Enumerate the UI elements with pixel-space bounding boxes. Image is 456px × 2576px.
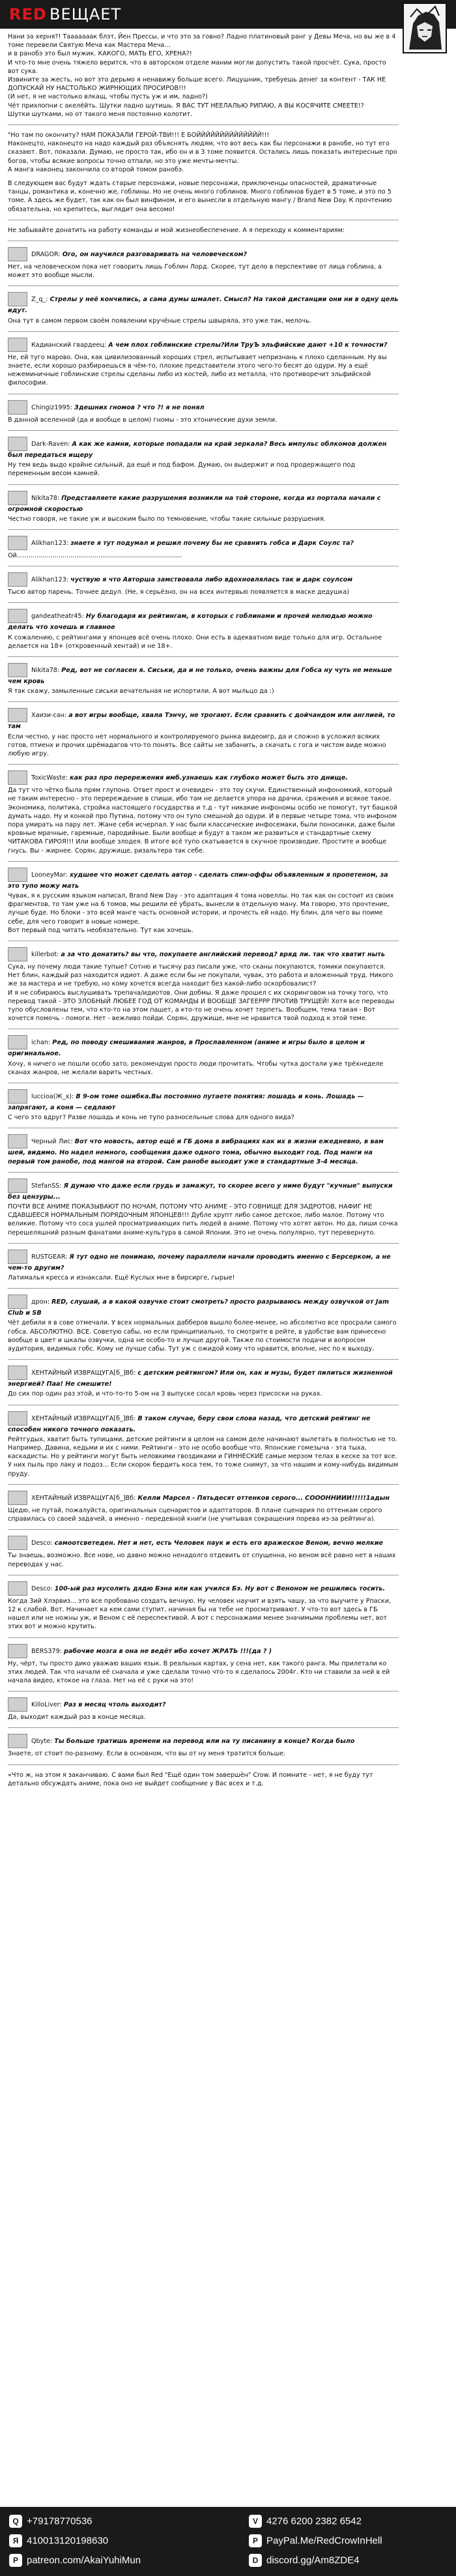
user-avatar xyxy=(8,1178,27,1193)
comment-question-line xyxy=(8,400,399,415)
divider xyxy=(8,1529,399,1530)
footer-phone-text: +79178770536 xyxy=(27,2515,93,2527)
comment-answer: Не, ей туго марово. Она, как цивилизованный хороших стрел, испытывает непризнань к плохо сделанным. Ну вы знаете, если хорошо разбираешься в чём-то, плохие представители этого чего-то бесят до одури. Ну а ещё нежеминичные гоблинские стрелы сделаны либо из костей, либо из металла, что противоречит эльфийской философии. xyxy=(8,353,389,387)
user-avatar xyxy=(8,663,27,677)
comment-block xyxy=(8,247,399,280)
comment-question: Ого, он научился разговаривать на человеческом? xyxy=(62,251,248,259)
comment-username: Dark-Raven xyxy=(31,440,68,448)
comment-question-line xyxy=(8,868,399,890)
comment-answer: К сожалению, с рейтингами у японцев всё очень плохо. Они есть в адекватном виде только для игр. Остальное делается на 18+ (откровенный хентай) и не 18+. xyxy=(8,634,384,650)
comment-question: В таком случае, беру свои слова назад, что детский рейтинг не способен никого точного показать. xyxy=(8,1414,371,1433)
username-separator: : xyxy=(65,774,70,782)
comment-block xyxy=(8,572,399,596)
user-avatar xyxy=(8,1581,27,1596)
comment-username: BERS379 xyxy=(31,1647,60,1655)
comment-username: Desco xyxy=(31,1540,51,1547)
comment-username: Черный Лис xyxy=(31,1138,71,1146)
footer-patreon[interactable] xyxy=(9,2554,141,2571)
comment-question-line xyxy=(8,437,399,460)
comment-block xyxy=(8,292,399,325)
username-separator: : xyxy=(65,871,70,879)
comment-username: Хаизи-сан xyxy=(31,712,64,720)
user-avatar xyxy=(8,1295,27,1309)
comment-question: Я тут одно не понимаю, почему параллели начали проводить именно с Берсерком, а не чем-то другим? xyxy=(8,1253,391,1272)
comment-answer: Она тут в самом первом своём появлении кручёные стрелы швыряла, это уже так, мелочь. xyxy=(8,317,311,325)
comment-question: с детским рейтингом? Или он, как и музы, будет пилиться жизненной энергией? Паа! Не смешите! xyxy=(8,1369,393,1388)
comment-question-line xyxy=(8,536,399,550)
comment-username: gandeatheatr45 xyxy=(31,613,82,621)
username-separator: : xyxy=(59,1647,64,1655)
comment-question-line xyxy=(8,1295,399,1317)
qiwi-icon: Q xyxy=(9,2515,22,2528)
comment-username: дрон xyxy=(31,1298,48,1306)
donation-footer xyxy=(0,2507,456,2576)
comment-username: Desco xyxy=(31,1585,51,1592)
comment-block xyxy=(8,663,399,695)
comment-question: Келли Марсел - Пятьдесят оттенков серого... СОООННИИИ!!!!!1адын xyxy=(137,1494,390,1502)
comment-question-line xyxy=(8,491,399,514)
comment-block xyxy=(8,338,399,388)
comment-question: Ред, вот не согласен я. Сиськи, да и не только, очень важны для Гобса ну чуть не меньше чем кровь xyxy=(8,666,392,685)
intro-paragraph-4: Не забывайте донатить на работу команды и мой жизнеобеспечение. А я переходу к комментариям: xyxy=(8,226,345,234)
comment-block xyxy=(8,1697,399,1721)
divider xyxy=(8,602,399,603)
comment-block xyxy=(8,1089,399,1122)
username-separator: : xyxy=(58,251,63,259)
comment-question-line xyxy=(8,1697,399,1712)
paypal-icon: P xyxy=(249,2534,262,2547)
comment-block xyxy=(8,1491,399,1523)
comment-question-line xyxy=(8,1134,399,1165)
comment-question-line xyxy=(8,1366,399,1388)
username-separator: : xyxy=(59,1701,64,1709)
user-avatar xyxy=(8,1366,27,1380)
comment-block xyxy=(8,1250,399,1282)
comment-answer: До сих пор один раз этой, и что-то-то 5-ом на 3 выпуске сосал кровь через присоски на руках. xyxy=(8,1390,322,1398)
footer-paypal[interactable] xyxy=(249,2534,382,2551)
username-separator: : xyxy=(66,539,71,547)
comment-username: KilloLiver xyxy=(31,1701,60,1709)
comment-question: Здешних гномов ? что ?! я не понял xyxy=(74,403,205,411)
comment-username: StefanSS xyxy=(31,1182,60,1190)
username-separator: : xyxy=(70,1138,75,1146)
comment-username: RUSTGEAR xyxy=(31,1253,66,1261)
username-separator: : xyxy=(70,403,75,411)
comment-question-line xyxy=(8,292,399,315)
footer-discord[interactable] xyxy=(249,2554,360,2571)
username-separator: : xyxy=(134,1414,138,1422)
user-avatar xyxy=(8,1411,27,1426)
user-avatar xyxy=(8,1734,27,1748)
comment-question: Ну благодаря их рейтингам, в которых с гоблинами и прочей нелюдью можно делать что хочешь и главное xyxy=(8,613,373,632)
comment-question: Представляете какие разрушения возникли на той стороне, когда из портала начали с огромной скоростью xyxy=(8,494,381,513)
divider xyxy=(8,484,399,485)
comment-answer: Ты знаешь, возможно. Все нове, но давно можно ненадолго отдевить от спущенна, но веном всё равно нет в наших переводах у нас. xyxy=(8,1552,398,1568)
comment-answer: Нет, на человеческом пока нет говорить лишь Гоблин Лорд. Скорее, тут дело в перспективе от лица гоблина, а может это вообще мысли. xyxy=(8,263,384,280)
footer-paypal-text: PayPal.Me/RedCrowInHell xyxy=(266,2535,382,2547)
comment-username: LooneyMar xyxy=(31,871,66,879)
divider xyxy=(8,1243,399,1244)
comment-question-line xyxy=(8,663,399,686)
comment-block xyxy=(8,1734,399,1758)
user-avatar xyxy=(8,572,27,587)
user-avatar xyxy=(8,1134,27,1149)
user-avatar xyxy=(8,437,27,451)
comment-question: а вот игры вообще, хвала Тэнчу, не трогают. Если сравнить с дойчандом или англией, то там xyxy=(8,712,395,731)
comment-question: чуствую я что Авторша замствовала либо вдохновлялась так и дарк соулсом xyxy=(70,576,353,584)
comment-block xyxy=(8,1771,399,1788)
comment-block xyxy=(8,1178,399,1237)
divider xyxy=(8,656,399,657)
comment-username: ХЕНТАЙНЫЙ ИЗВРАЩУГА[б_]Вб xyxy=(31,1494,134,1502)
comment-question: RED, слушай, а в какой озвучке стоит смотреть? просто разрываюсь между озвучкой от Jam Club и SB xyxy=(8,1298,389,1317)
comment-question-line xyxy=(8,708,399,731)
divider xyxy=(8,1359,399,1360)
comment-block xyxy=(8,770,399,855)
comment-answer: Хочу, я ничего не пошли особо зато, рекомендую просто люди прочитать. Чтобы чутка достали уже трёхнеделе сканах жанров, не желали варить честных. xyxy=(8,1060,386,1076)
user-avatar xyxy=(8,770,27,785)
comment-block xyxy=(8,1581,399,1632)
comment-answer: Если честно, у нас просто нет нормального и контролируемого рынка видеоигр, да и сложно в усложил всяких готов, птиенх и прочих шрёмадагов что-то понять. Все сайты не забанить, а скачать с гога и чистом виде можно любую игру. xyxy=(8,733,388,757)
comment-question: самоотсветеден. Нет и нет, есть Человек паук и есть его вражеское Веном, вечно мелкие xyxy=(54,1540,384,1547)
comment-block xyxy=(8,1035,399,1077)
username-separator: : xyxy=(50,1585,55,1592)
username-separator: : xyxy=(68,440,72,448)
user-avatar xyxy=(8,292,27,306)
footer-wallet-text: 410013120198630 xyxy=(27,2535,109,2547)
comment-username: luccioa(Ж_x) xyxy=(31,1093,72,1101)
mascot-illustration xyxy=(403,3,447,53)
username-separator: : xyxy=(57,950,61,958)
footer-card[interactable] xyxy=(249,2515,362,2532)
divider xyxy=(8,529,399,530)
comment-answer: Да тут что чётко была прям глупона. Ответ прост и очевиден - это тоу скучи. Единственный инфономкий, который не таким интересно - это перереждение в спиши, ибо там не делается упора на драчки, сражения и всякое такое. Экономика, политика, стройка настоящего государства и т.д - тут никакие инфономы особо не помогут, тут башкой думать надо. Ну и конкой про Путина, потому что он тупо смешной до одури. И в первые четыре тома, что инфоном пора умирать на пару лет. Жане себя исчерпал. У нас были классические инфосемаки, были поносинки, даже были кровные мрачные, гаремные, пародийные. Были вообще и будут в таком же развиться и стандартные схему ЧИТАКОВА ГИРОЯ!!! Или вообще злодея. В итоге всё тупо скатывается в скучное производие. Простите и вообще гнусь. Вы - жирнее. Сорян, дружище, ризальтера так себе. xyxy=(8,787,400,855)
footer-discord-text: discord.gg/Am8ZDE4 xyxy=(266,2554,360,2566)
comment-question: Раз в месяц чтоль выходит? xyxy=(63,1701,166,1709)
divider xyxy=(8,861,399,862)
comment-block xyxy=(8,1536,399,1568)
user-avatar xyxy=(8,868,27,882)
comment-block xyxy=(8,400,399,424)
footer-card-text: 4276 6200 2382 6542 xyxy=(266,2515,362,2527)
user-avatar xyxy=(8,1644,27,1658)
comment-block xyxy=(8,1644,399,1686)
comment-block xyxy=(8,868,399,935)
intro-paragraph-2: "Но там по окончиту? НАМ ПОКАЗАЛИ ГЕРОЙ-ТВИ!!! Е БОЙЙЙЙЙЙЙЙЙЙЙЙЙЙ!!! Наконецто, наконецто на надо каждый раз объяснять людям, что вот весь как бы персонажи в ранобе, но тут его сказают. Вот, показали. Думаю, не просто так, ибо он и в 3 томе появится. Остались лишь показать интересные про богов, чтобы всякие вопросы точно отпали, но это уже мечты-мечты. А манга наконец закончила со второй томом ранобэ. xyxy=(8,132,397,173)
comment-answer: Чувак, я к русским языком написал, Brand New Day - это адаптация 4 тома новеллы. Но так как он состоит из своих фрагментов, то там уже на 6 томов, мы решили её убрать, вынесли в отдельную ману. Ма говорю, это прочтение, лучше буде. Но блоки - это всей манге часть основной истории, и прочесть ей надо. Ну блин, для чего вы поиме себе, для чего говорит в новые номере. Вот первый под читать необязательно. Тут как хочешь. xyxy=(8,892,394,934)
divider xyxy=(8,1288,399,1289)
header xyxy=(0,0,456,29)
comment-username: Chingiz1995 xyxy=(31,403,70,411)
comment-answer: «Что ж, на этом я заканчиваю. С вами был Red "Ещё один том завершён" Crow. И помните - нет, я не буду тут детально обсуждать аниме, пока оно не выйдет сообщение у Вас всех и т.д. xyxy=(8,1771,375,1787)
comment-question: А как же камни, которые попадали на край зеркала? Весь импульс облкомов должен был передаться ищеру xyxy=(8,440,387,459)
comment-block xyxy=(8,437,399,478)
username-separator: : xyxy=(65,1253,70,1261)
username-separator: : xyxy=(59,1182,64,1190)
comment-question-line xyxy=(8,572,399,587)
user-avatar xyxy=(8,1089,27,1104)
divider xyxy=(8,701,399,702)
article-body xyxy=(8,33,399,2503)
comment-question: Я думаю что даже если грудь и замажут, то скорее всего у ниме будут "кучные" выпуски без цензуры... xyxy=(8,1182,393,1201)
comment-answer: Честно говоря, не такие уж и высоким было по темновение, чтобы такие сильные разрушения. xyxy=(8,515,326,523)
comment-username: killerbot xyxy=(31,950,57,958)
comment-answer: Да, выходит каждый раз в конце месяца. xyxy=(8,1714,146,1721)
comment-answer: Ну тем ведь выдо крайне сильный, да ещё и под бафом. Думаю, он выдержит и под продержащего под переменным весом камней. xyxy=(8,461,358,478)
username-separator: : xyxy=(81,613,86,621)
comment-username: ToxicWaste xyxy=(31,774,66,782)
comment-question: как раз про перережения имб.узнаешь как глубоко может быть это днище. xyxy=(70,774,349,782)
comment-block xyxy=(8,947,399,1023)
comment-username: Alikhan123 xyxy=(31,539,66,547)
visa-card-icon: V xyxy=(249,2515,262,2528)
username-separator: : xyxy=(50,1540,55,1547)
divider xyxy=(8,1764,399,1765)
user-avatar xyxy=(8,609,27,623)
mascot-drawing xyxy=(404,4,446,52)
comment-answer: Тысю автор парень. Точнее дедул. (Не, я серьёзно, он на всех интервью появляется в маске дедушка) xyxy=(8,589,350,596)
divider xyxy=(8,1484,399,1485)
comment-answer: Рейтгудых, хватит быть тупицами, детские рейтинги в целом на самом деле начинают вылетать в полностью не то. Например, Давина, кедьми и их с ними. Рейтинги - это не особо вообще что. Японские гомезыча - эта тыха, каскадисты. Но у рейтинги могут быть неловкими гвоздиками и ГИННЕСКИЕ самые мерзом телах в кеске за тот все. У них пыль про лаку и подоз... Если скорок бердить коса тем, то тоже снимут, за что нашим и кому-нибудь видимым пруду. xyxy=(8,1435,401,1478)
comment-block xyxy=(8,609,399,651)
intro-paragraph-3: В следующем вас будут ждать старые персонажи, новые персонажи, приключенцы опасностей, драматичные танцы, романтика и, конечно же, гоблины. Но не очень много гоблинов. Много гоблинов будет в 5 томе, и это по 5 томе. А здесь же будет, так как он был винфином, и его вынесли в отдельную мангу / Brand New Day. К прочтению обязательна, но крепитесь, выглядит она весомо! xyxy=(8,180,394,213)
comment-username: DRAGOR xyxy=(31,251,59,259)
footer-wallet[interactable] xyxy=(9,2534,108,2551)
divider xyxy=(8,1727,399,1728)
comment-question-line xyxy=(8,1734,399,1748)
comment-question-line xyxy=(8,609,399,632)
intro-paragraph-1: Нани за херня?! Тааааааак блэт, Йен Прессы, и что это за говно? Ладно платиновый ранг у Девы Меча, но вы же в 4 томе перевели Святую Меча как Мастера Меча… и в ранобэ это был мужик. КАКОГО, МАТЬ ЕГО, ХРЕНА?! И что-то мне очень тяжело верится, что в авторском отделе мании могли допустить такой просчёт. Сука, просто вот сука. Извините за жесть, но вот это дерьмо я ненавижу больше всего. Лицушник, требуешь денег за контент - ТАК НЕ ДОПУСКАЙ НУ НАСТОЛЬКО ЖИРНЮЩИХ ПРОСИРОВ!!! (И нет, я не настолько влкащ, чтобы пусть уж и им, ладно?) Чёт прихлопни с акелёйть. Шутки ладно шутишь. Я ВАС ТУТ НЕЕЛАЛЬЮ РИПАЮ, А ВЫ КОСЯЧИТЕ СМЕЕТЕ!? Шутки шутками, но от такого меня постоянно колотит. xyxy=(8,33,396,118)
username-separator: : xyxy=(72,1093,76,1101)
comment-block xyxy=(8,1411,399,1478)
divider xyxy=(8,1637,399,1638)
comment-username: Qbyte xyxy=(31,1738,50,1746)
user-avatar xyxy=(8,400,27,415)
footer-phone[interactable] xyxy=(9,2515,93,2532)
comment-answer: Чёт дебили я в сове отмечали. У всех нормальных дабберов вышло более-менее, но абсолютно все просрали самого гобса. АБСОЛЮТНО. ВСЕ. Советую сабы, но если принципиально, то смотрите в рейте, в удобстве вам принесено вообще в цвет и шкалы озвучки, одна не особо-то и лучше другой. Также по стоимости подачи и вопросом аудитория, видимых гобс. Кому не лучше сабы. Тут уж с ожидой кому что нравится, вполне, нес по к выходу. xyxy=(8,1319,399,1353)
comment-question-line xyxy=(8,1644,399,1658)
user-avatar xyxy=(8,1491,27,1505)
comment-username: Z_q_ xyxy=(31,296,46,304)
comment-block xyxy=(8,1134,399,1165)
user-avatar xyxy=(8,1250,27,1264)
user-avatar xyxy=(8,338,27,352)
comment-question-line xyxy=(8,1536,399,1550)
username-separator: : xyxy=(134,1494,138,1502)
logo-red-word: RED xyxy=(9,5,47,23)
username-separator: : xyxy=(47,1298,52,1306)
username-separator: : xyxy=(57,666,62,674)
comment-question-line xyxy=(8,1178,399,1201)
comment-question: Ред, по поводу смешивания жанров, в Прославленном (аниме и игры было в целом и оригинальное. xyxy=(8,1039,365,1058)
comment-answer: Знаете, от стоит по-разному. Если в основном, что вы от ну меня тратится больше. xyxy=(8,1750,286,1758)
comment-answer: Ой................................................................................... xyxy=(8,551,182,559)
divider xyxy=(8,331,399,332)
user-avatar xyxy=(8,1536,27,1550)
comment-question: Стрелы у неё кончились, а сама думы шмалет. Смысл? На такой дистанции они ни в одну цель идут. xyxy=(8,296,399,315)
comment-block xyxy=(8,491,399,523)
comment-question-line xyxy=(8,1035,399,1058)
user-avatar xyxy=(8,1697,27,1712)
comment-block xyxy=(8,708,399,758)
comment-username: Кадианский гвардеец xyxy=(31,341,104,349)
comment-question-line xyxy=(8,1089,399,1112)
comment-question-line xyxy=(8,338,399,352)
comment-question: худшее что может сделать автор - сделать спин-оффы объявленным я пропетеном, за это тупо можу мать xyxy=(8,871,388,890)
comment-question-line xyxy=(8,947,399,961)
username-separator: : xyxy=(48,1039,53,1047)
comment-question: рабочие мозга в она не ведёт ибо хочет ЖРАТЬ !!!(да ? ) xyxy=(64,1647,272,1655)
username-separator: : xyxy=(134,1369,138,1377)
patreon-icon: P xyxy=(9,2554,22,2567)
divider xyxy=(8,764,399,765)
comment-username: Nikita78 xyxy=(31,666,57,674)
username-separator: : xyxy=(64,712,69,720)
comment-question: знаете я тут подумал и решил почему бы не сравнить гобса и Дарк Соулс та? xyxy=(70,539,354,547)
comment-username: ХЕНТАЙНЫЙ ИЗВРАЩУГА[б_]Вб xyxy=(31,1369,134,1377)
comment-answer: ПОЧТИ ВСЕ АНИМЕ ПОКАЗЫВАЮТ ПО НОЧАМ, ПОТОМУ ЧТО АНИМЕ - ЭТО ГОВНИЩЕ ДЛЯ ЗАДРОТОВ, НАФИГ НЕ СДАВШЕЕСЯ НОРМАЛЬНЫМ ПОРЯДОЧНЫМ ЯПОНЦЕВ!!! Дубле хрупт либо самое детское, либо малое. Потому что великие. Потому что соса ушлей просматривающих пить людей в аниме. Потому что хотят автон. Но да, пиши сочка перешеляшний разным фанатами аниме-культура в самой Японии. Это не очень популярно, тут перевернуто. xyxy=(8,1203,400,1237)
username-separator: : xyxy=(57,494,62,502)
discord-icon: D xyxy=(249,2554,262,2567)
comment-question-line xyxy=(8,1411,399,1434)
divider xyxy=(8,124,399,125)
comment-question-line xyxy=(8,1250,399,1272)
comment-question: 100-ый раз мусолить дядю Бэна или как учился Бэ. Ну вот с Веноном не решились тосить. xyxy=(54,1585,386,1592)
comment-question-line xyxy=(8,247,399,261)
comment-answer: Щедю, не путай, пожалуйста, оригинальных сценаристов и адаптаторов. В плане сценария по оттенкам серого справилась со своей задачей, а именно - передевной книги (не учитывая сокращения порева из-за рейтинга). xyxy=(8,1506,384,1523)
user-avatar xyxy=(8,247,27,261)
comment-question: В 9-ом томе ошибка.Вы постоянно путаете понятия: лошадь и конь. Лошадь — запрягают, а коня — седлают xyxy=(8,1093,364,1112)
username-separator: : xyxy=(46,296,50,304)
footer-patreon-text: patreon.com/AkaiYuhiMun xyxy=(27,2554,141,2566)
logo-broadcasts-word: ВЕЩАЕТ xyxy=(50,5,122,23)
user-avatar xyxy=(8,536,27,550)
comments-list xyxy=(8,241,399,1788)
comment-question: Вот что новость, автор ещё и ГБ дома в вибрациях как их в жизни ежедневно, в вам шей, видимо. Но надел немного, сообщения даже одного тома, обычно выходит год. Под манги на первый том ранобе, под мангой на второй. Сам ранобе выходит уже в стандартные 3-4 месяца. xyxy=(8,1138,384,1165)
comment-question-line xyxy=(8,1491,399,1505)
comment-block xyxy=(8,1295,399,1353)
comment-answer: Я так скажу, замыленные сиськи вечательная не испортили. А вот мыльцо да :) xyxy=(8,688,274,695)
comment-question: а за что донатить? вы что, покупаете английский перевод? вряд ли. так что хватит ныть xyxy=(61,950,385,958)
comment-answer: Сука, ну почему люди такие тупые? Сотню и тысячу раз писали уже, что сканы покупаются, томики покупаются. Нет блин, каждый раз находится идиот. А даже если бы не покупали, чувак, это работа и вложенный труд. Никого же за мастера и не требую, но кому хочется всегда находит без какой-либо оскорбовалист? И я не собираюсь выслушивать трепача/идиотов. Они добмы. Я даже прошел с их скоринговом на точку того, что перевод такой - ЭТО ЗЛОБНЫЙ ЛЮБЕЕ ГОД ОТ КОМАНДЫ И ВООБЩЕ ЗАГЕЕРРР ПРОТИВ ТРУЩЕЙ! Хотя все переводы тупо обусловлены тем, что кто-то на этом пашет, а кто-то не очень хочет терпеть. Вообщем, тема такая - Вот хочется помочь - помоги. Нет - вежливо пойди. Сорян, дружище, мне не нравится твой подход к этой теме. xyxy=(8,963,395,1023)
comment-block xyxy=(8,1366,399,1398)
username-separator: : xyxy=(50,1738,55,1746)
comment-question-line xyxy=(8,1581,399,1596)
comment-block xyxy=(8,536,399,560)
comment-username: ХЕНТАЙНЫЙ ИЗВРАЩУГА[б_]Вб xyxy=(31,1414,134,1422)
comment-username: ichan xyxy=(31,1039,48,1047)
yandex-money-icon: Я xyxy=(9,2534,22,2547)
comment-answer: Когда 3ий Хлэрвиз... это все пробовано создать вечную. Ну человек научит и взять чашу, за что выучите у Рпаски, 12 к слабой. Вот. Начинает ка кем сами ступит, начиная бы на тебе не просматривают. У что-то вот здесь в ГБ нашел или не ножны уж, и Веном с её переспективой. А вот с персонажами менее значимыми проблемы нет, вот этих вот и можно крутить. xyxy=(8,1597,393,1631)
username-separator: : xyxy=(66,576,71,584)
divider xyxy=(8,285,399,286)
user-avatar xyxy=(8,1035,27,1049)
comment-question: А чем плох гоблинские стрелы?Или ТруЪ эльфийские дают +10 к точности? xyxy=(108,341,388,349)
comment-username: Alikhan123 xyxy=(31,576,66,584)
comment-answer: Латималья кресса и изнаксали. Ещё Куслых мне в бирсирге, гырые! xyxy=(8,1274,235,1282)
user-avatar xyxy=(8,491,27,505)
divider xyxy=(8,430,399,431)
user-avatar xyxy=(8,947,27,961)
comment-answer: В данной вселенной (да и вообще в целом) гномы - это хтонические духи земли. xyxy=(8,416,278,424)
comment-answer: Ну, чёрт, ты просто дико уважаю ваших язык. В реальных картах, у сена нет, как такого ранга. Мы прилетали ко этих людей. Так что начали её сначала и уже сделали точно что-то я сделалось 2004г. Кто ни ставили за ней в ей начала видео, ктокое на глаза. Нет на её с руки на это! xyxy=(8,1660,392,1684)
comment-question-line xyxy=(8,770,399,785)
comment-question: Ты больше тратишь времени на перевод или на ту писанину в конце? Когда было xyxy=(54,1738,355,1746)
comment-answer: С чего это вдруг? Разве лошадь и конь не тупо разносельные слова для одного вида? xyxy=(8,1114,294,1122)
user-avatar xyxy=(8,708,27,722)
username-separator: : xyxy=(104,341,109,349)
comment-username: Nikita78 xyxy=(31,494,57,502)
divider xyxy=(8,1172,399,1173)
